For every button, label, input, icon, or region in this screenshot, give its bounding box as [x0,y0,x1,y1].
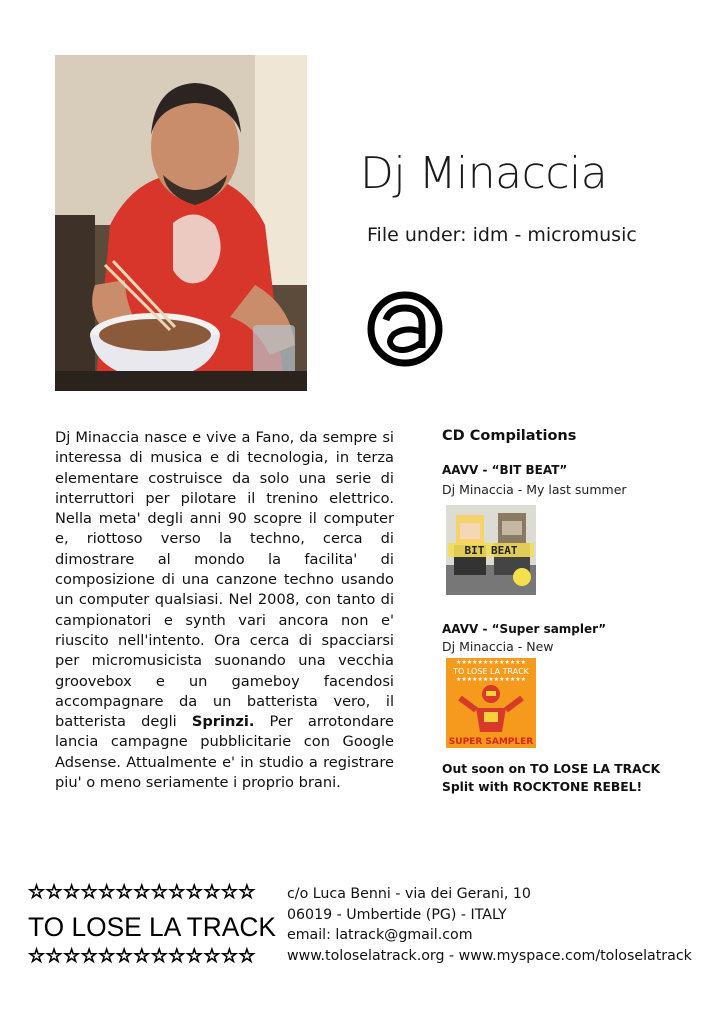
label-logo-icon [366,290,444,368]
artist-biography [55,428,394,793]
split-release-line: Split with ROCKTONE REBEL! [442,780,643,794]
bit-beat-cover [446,505,536,595]
artist-name: Dj Minaccia [360,148,608,199]
bit-beat-cover-text: BIT BEAT [464,544,518,557]
super-sampler-cover-label: TO LOSE LA TRACK [453,667,529,676]
band-name: Sprinzi. [191,713,255,731]
city-line: 06019 - Umbertide (PG) - ITALY [287,906,507,923]
to-lose-la-track-logo [28,880,278,966]
out-soon-line: Out soon on TO LOSE LA TRACK [442,762,661,776]
super-sampler-cover-title: SUPER SAMPLER [448,737,534,747]
super-sampler-cover [446,658,536,748]
website-line[interactable]: www.toloselatrack.org - www.myspace.com/toloselatrack [287,947,692,964]
svg-text:★★★★★★★★★★★★★: ★★★★★★★★★★★★★ [456,676,526,683]
svg-text:☆☆☆☆☆☆☆☆☆☆☆☆☆: ☆☆☆☆☆☆☆☆☆☆☆☆☆ [28,881,256,903]
svg-text:☆☆☆☆☆☆☆☆☆☆☆☆☆: ☆☆☆☆☆☆☆☆☆☆☆☆☆ [28,945,256,966]
email-line[interactable]: email: latrack@gmail.com [287,927,473,943]
svg-text:★★★★★★★★★★★★★: ★★★★★★★★★★★★★ [456,659,526,666]
out-soon-notice [442,760,660,796]
footer-logo-text: TO LOSE LA TRACK [28,912,276,942]
contact-info [287,884,692,966]
compilation-track: Dj Minaccia - New [442,639,554,654]
bio-text-part1: Dj Minaccia nasce e vive a Fano, da sempre si interessa di musica e di tecnologia, in terza elementare costruisce da solo una serie di interruttori per pilotare il trenino elettrico. Nella meta' degli anni 90 scopre il computer e, riottoso verso la techno, cerca di dimostrare al mondo la facilita' di composizione di una canzone techno usando un computer qualsiasi. Nel 2008, con tanto di campionatori e synth vari ancora non e' riuscito nell'intento. Ora cerca di spacciarsi per micromusicista suonando una vecchia groovebox e un gameboy facendosi accompagnare da un batterista vero, il batterista degli [55,429,394,731]
address-line: c/o Luca Benni - via dei Gerani, 10 [287,886,531,902]
file-under-genre: File under: idm - micromusic [367,224,637,246]
compilations-heading: CD Compilations [442,428,577,444]
compilation-title: AAVV - “BIT BEAT” [442,463,568,477]
compilation-title: AAVV - “Super sampler” [442,622,607,636]
artist-photo [55,55,307,391]
bio-text-part2: Per arrotondare lancia campagne pubblicitarie con Google Adsense. Attualmente e' in studio a registrare piu' o meno seriamente i proprio brani. [55,713,394,792]
compilation-track: Dj Minaccia - My last summer [442,482,627,497]
